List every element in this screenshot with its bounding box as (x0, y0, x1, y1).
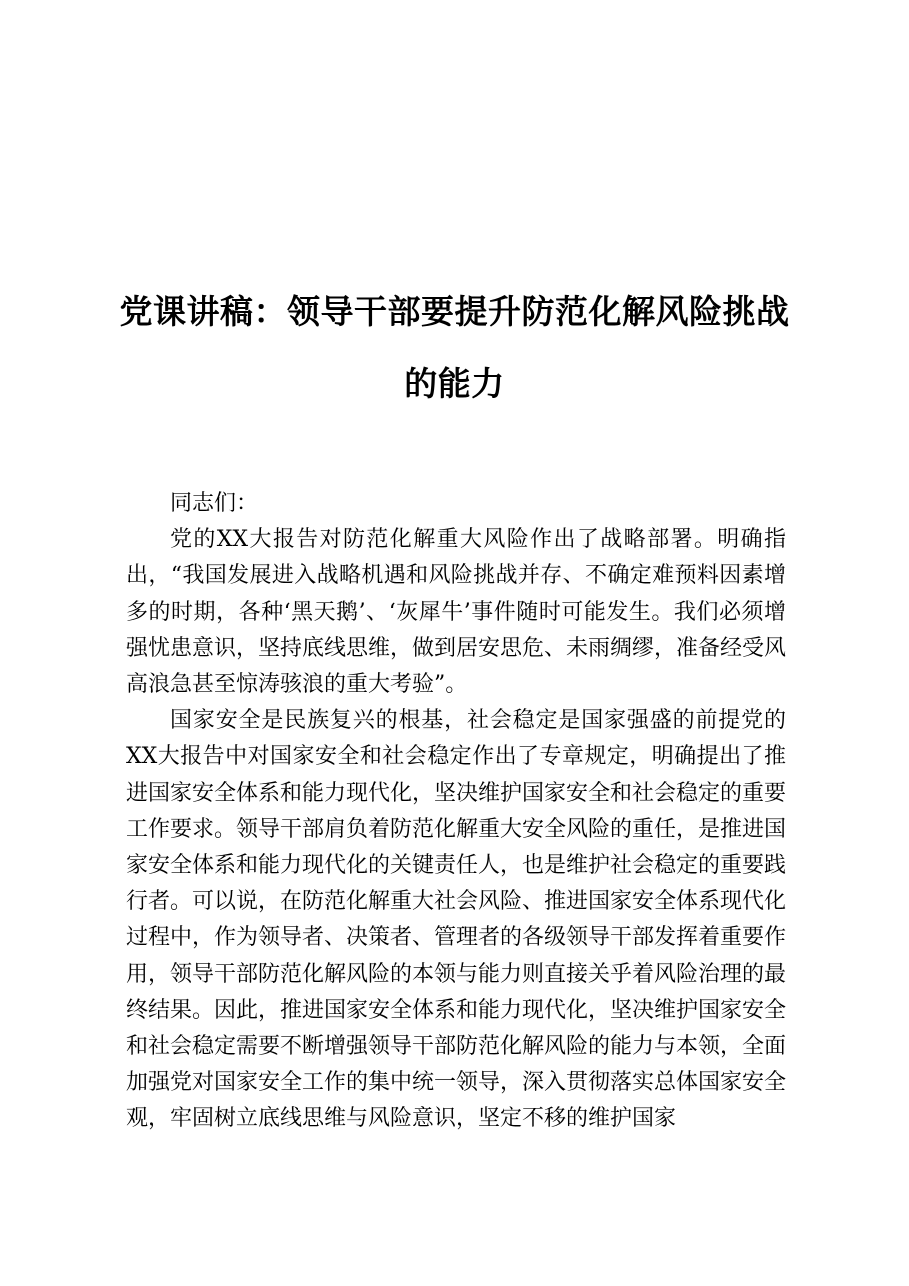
document-body (126, 486, 786, 1138)
greeting: 同志们： (170, 491, 259, 516)
paragraph-2: 国家安全是民族复兴的根基，社会稳定是国家强盛的前提党的XX大报告中对国家安全和社会稳定作出了专章规定，明确提出了推进国家安全体系和能力现代化，坚决维护国家安全和社会稳定的重要工作要求。领导干部肩负着防范化解重大安全风险的重任，是推进国家安全体系和能力现代化的关键责任人，也是维护社会稳定的重要践行者。可以说，在防范化解重大社会风险、推进国家安全体系现代化过程中，作为领导者、决策者、管理者的各级领导干部发挥着重要作用，领导干部防范化解风险的本领与能力则直接关乎着风险治理的最终结果。因此，推进国家安全体系和能力现代化，坚决维护国家安全和社会稳定需要不断增强领导干部防范化解风险的能力与本领，全面加强党对国家安全工作的集中统一领导，深入贯彻落实总体国家安全观，牢固树立底线思维与风险意识，坚定不移的维护国家 (126, 708, 787, 1132)
title-line-2: 的能力 (404, 364, 505, 403)
title-line-1: 党课讲稿：领导干部要提升防范化解风险挑战 (119, 292, 790, 331)
paragraph-1: 党的XX大报告对防范化解重大风险作出了战略部署。明确指出，“我国发展进入战略机遇和风险挑战并存、不确定难预料因素增多的时期，各种‘黑天鹅’、‘灰犀牛’事件随时可能发生。我们必须增强忧患意识，坚持底线思维，做到居安思危、未雨绸缪，准备经受风高浪急甚至惊涛骇浪的重大考验”。 (126, 527, 787, 698)
document-title (110, 276, 799, 420)
